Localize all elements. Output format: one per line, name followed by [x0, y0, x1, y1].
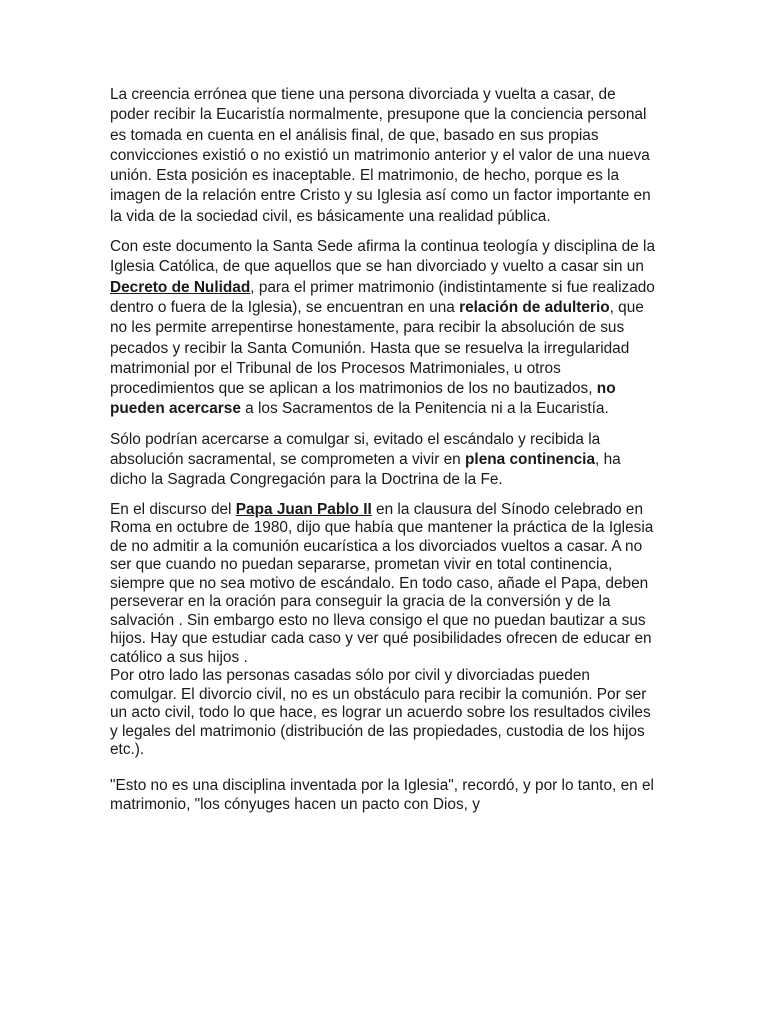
paragraph-holy-see-teaching — [110, 237, 658, 420]
paragraph-papa-discurso — [110, 501, 658, 760]
bold-phrase-adulterio: relación de adulterio — [459, 298, 610, 316]
paragraph-text: , para el primer matrimonio (indistintamente si fue realizado dentro o fuera de la Iglesia), se encuentran en una — [110, 278, 655, 316]
document-page — [110, 85, 658, 814]
paragraph-continencia — [110, 430, 658, 491]
paragraph-text: a los Sacramentos de la Penitencia ni a la Eucaristía. — [240, 400, 609, 418]
paragraph-text: "Esto no es una disciplina inventada por la Iglesia", recordó, y por lo tanto, en el matrimonio, "los cónyuges hacen un pacto con Dios, y — [110, 776, 654, 813]
paragraph-marriage-public-reality — [110, 85, 658, 227]
paragraph-text: Sólo podrían acercarse a comulgar si, evitado el escándalo y recibida la absolución sacramental, se comprometen a vivir en — [110, 430, 601, 469]
paragraph-text: Con este documento la Santa Sede afirma la continua teología y disciplina de la Iglesia Católica, de que aquellos que se han divorciado y vuelto a casar sin un — [110, 238, 655, 276]
paragraph-text: En el discurso del — [110, 500, 236, 518]
bold-phrase-plena-continencia: plena continencia — [465, 451, 596, 469]
decreto-de-nulidad-link[interactable]: Decreto de Nulidad — [110, 278, 251, 296]
paragraph-text: , que no les permite arrepentirse honestamente, para recibir la absolución de sus pecados y recibir la Santa Comunión. Hasta que se resuelva la irregularidad matrimonial por el Tribunal de los Procesos Matrimoniales, u otros procedimientos que se aplican a los matrimonios de los no bautizados, — [110, 298, 644, 398]
paragraph-text: La creencia errónea que tiene una persona divorciada y vuelta a casar, de poder recibir la Eucaristía normalmente, presupone que la conciencia personal es tomada en cuenta en el análisis final, de que, basado en sus propias convicciones existió o no existió un matrimonio anterior y el valor de una nueva unión. Esta posición es inaceptable. El matrimonio, de hecho, porque es la imagen de la relación entre Cristo y su Iglesia así como un factor importante en la vida de la sociedad civil, es básicamente una realidad pública. — [110, 86, 651, 225]
paragraph-text: , ha dicho la Sagrada Congregación para la Doctrina de la Fe. — [110, 451, 621, 489]
paragraph-text: en la clausura del Sínodo celebrado en Roma en octubre de 1980, dijo que había que mantener la práctica de la Iglesia de no admitir a la comunión eucarística a los divorciados vueltos a casar. A no ser que cuando no puedan separarse, prometan vivir en total continencia, siempre que no sea motivo de escándalo. En todo caso, añade el Papa, deben perseverar en la oración para conseguir la gracia de la conversión y de la salvación . Sin embargo esto no lleva consigo el que no puedan bautizar a sus hijos. Hay que estudiar cada caso y ver qué posibilidades ofrecen de educar en católico a sus hijos . — [110, 500, 654, 666]
papa-juan-pablo-ii-link[interactable]: Papa Juan Pablo II — [235, 500, 372, 518]
bold-phrase-no-pueden-acercarse: no pueden acercarse — [110, 380, 616, 418]
paragraph-quote — [110, 776, 658, 814]
paragraph-text-civil-divorce: Por otro lado las personas casadas sólo por civil y divorciadas pueden comulgar. El divorcio civil, no es un obstáculo para recibir la comunión. Por ser un acto civil, todo lo que hace, es lograr un acuerdo sobre los resultados civiles y legales del matrimonio (distribución de las propiedades, custodia de los hijos etc.). — [110, 667, 651, 759]
